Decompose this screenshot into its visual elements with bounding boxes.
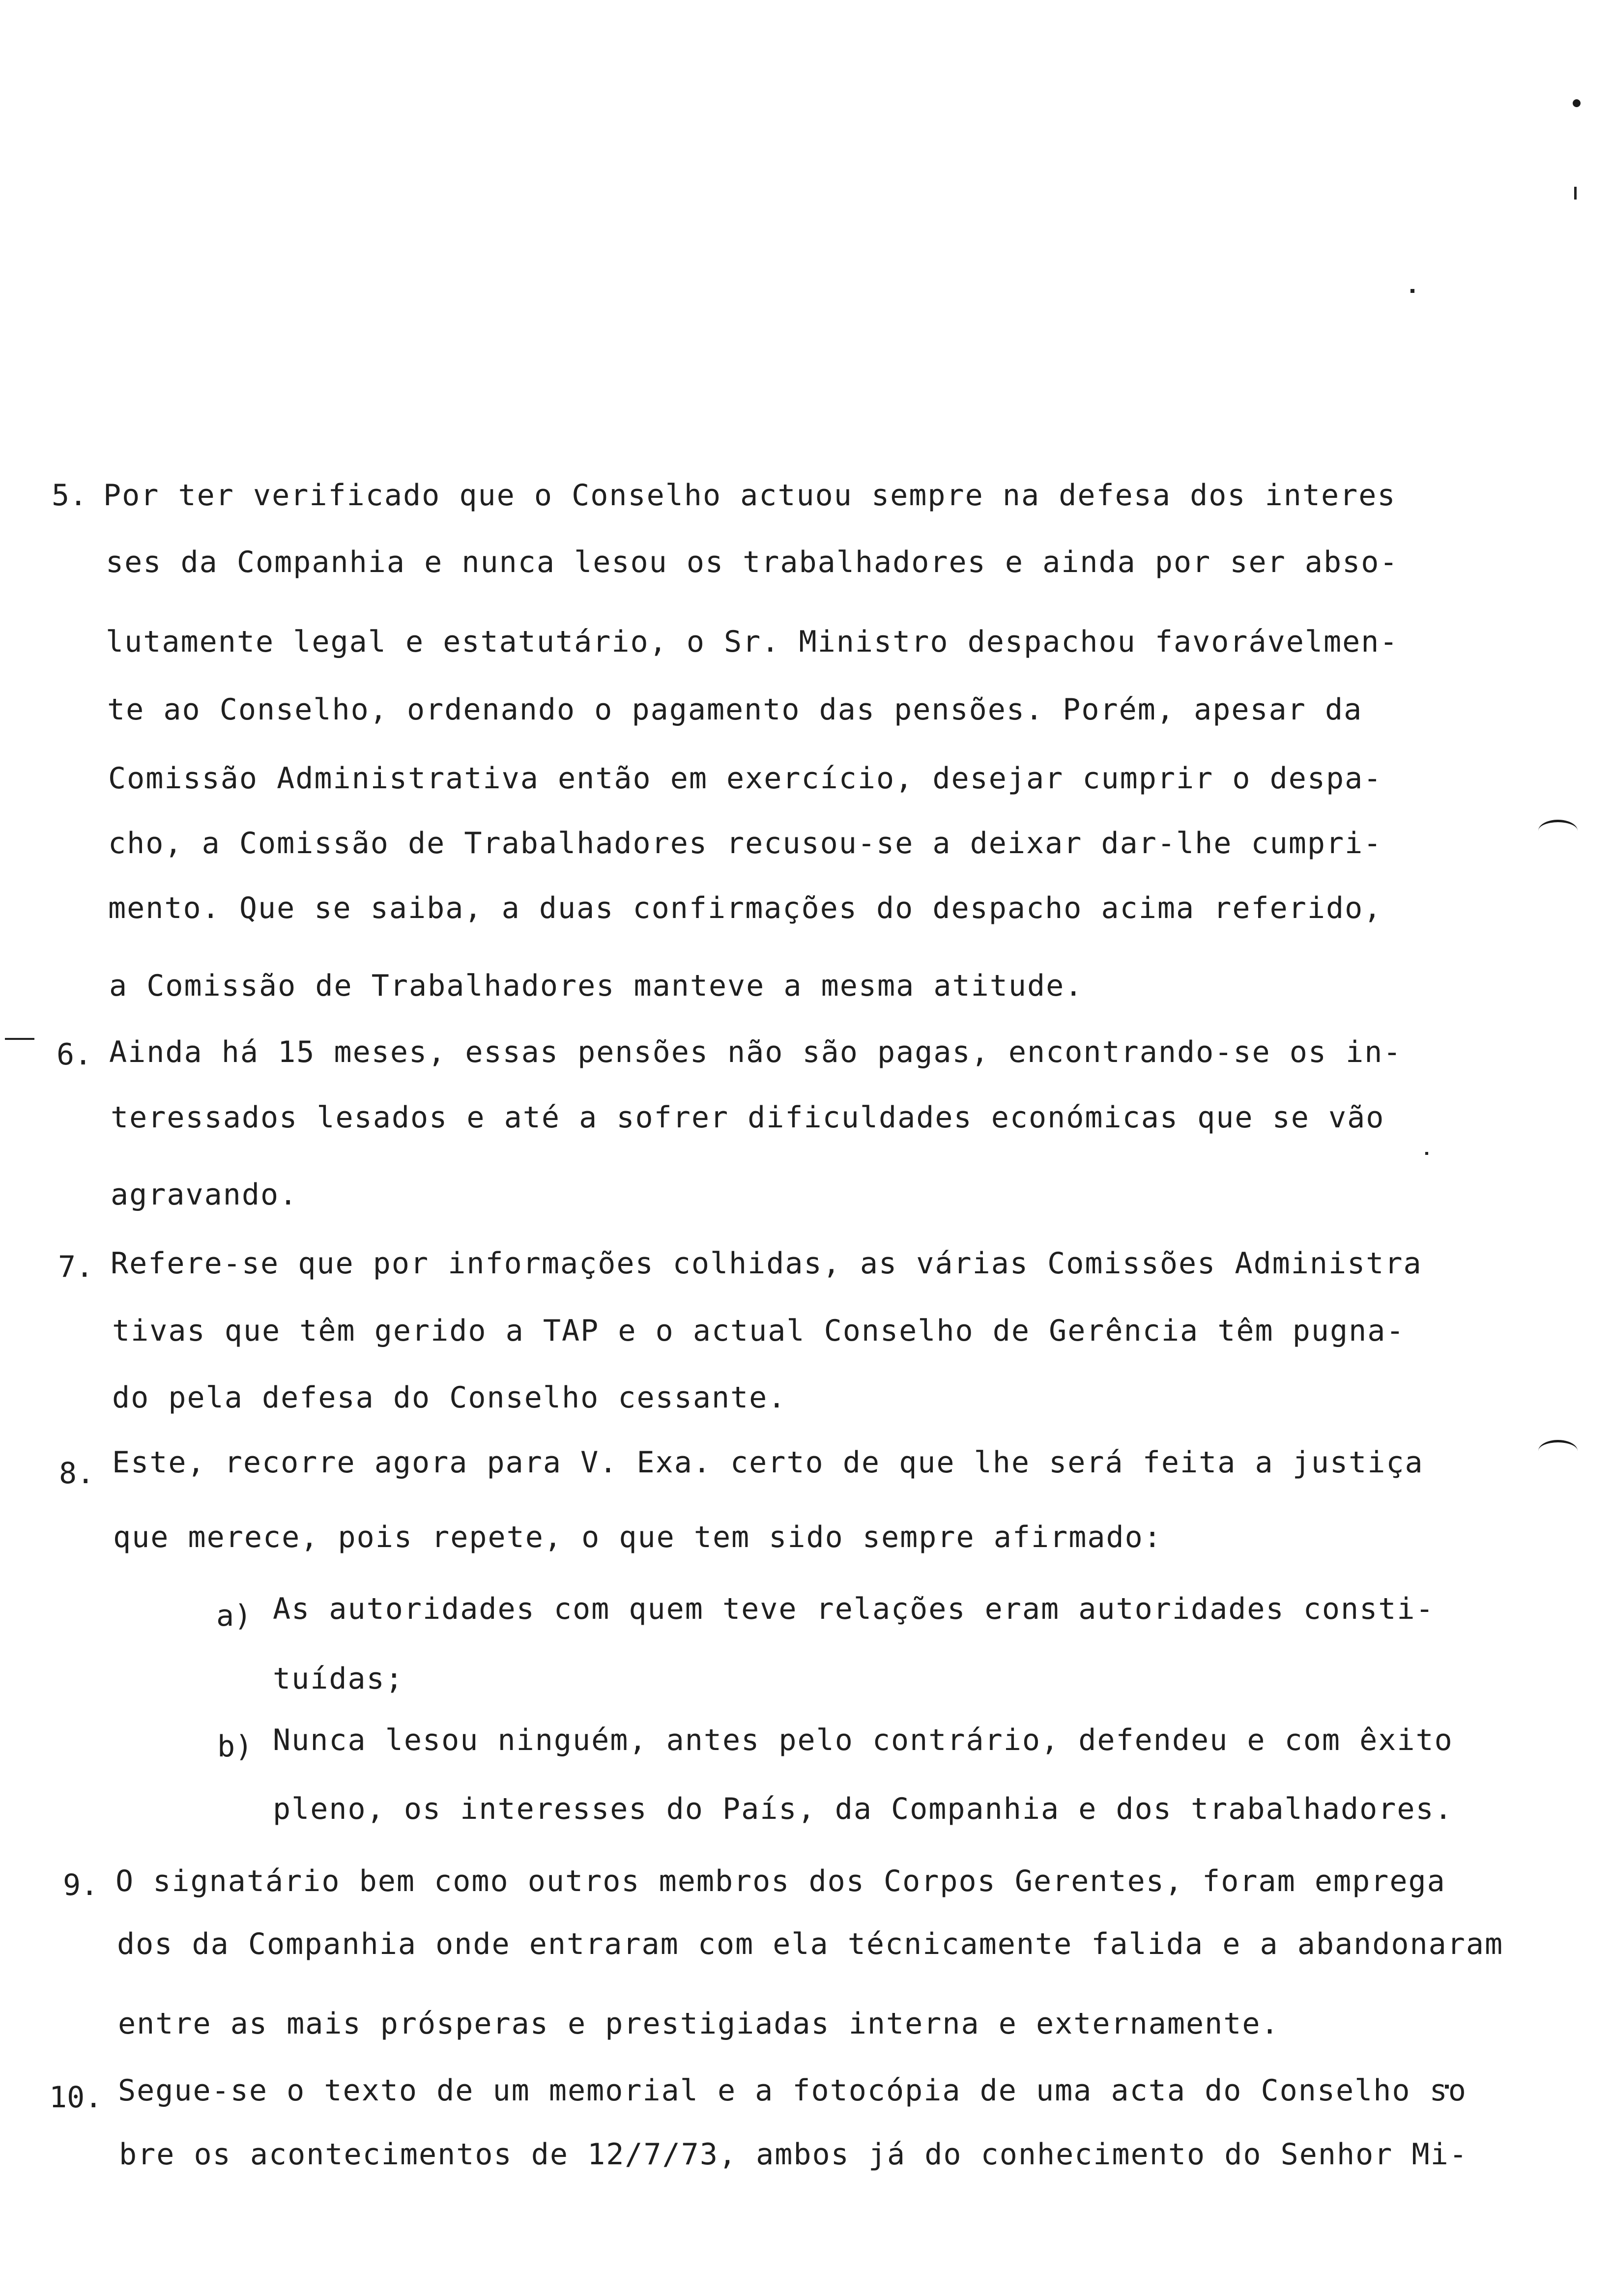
text-line: tivas que têm gerido a TAP e o actual Conselho de Gerência têm pugna- bbox=[112, 1314, 1405, 1348]
text-line: tuídas; bbox=[273, 1662, 404, 1696]
text-line: Por ter verificado que o Conselho actuou sempre na defesa dos interes bbox=[103, 478, 1396, 513]
text-line: do pela defesa do Conselho cessante. bbox=[112, 1380, 787, 1415]
text-line: te ao Conselho, ordenando o pagamento das pensões. Porém, apesar da bbox=[107, 692, 1363, 727]
text-line: dos da Companhia onde entraram com ela técnicamente falida e a abandonaram bbox=[117, 1927, 1504, 1961]
text-line: ses da Companhia e nunca lesou os trabalhadores e ainda por ser abso- bbox=[106, 545, 1399, 579]
text-line: Refere-se que por informações colhidas, as várias Comissões Administra bbox=[111, 1246, 1422, 1281]
scan-margin-mark bbox=[1538, 820, 1578, 842]
subitem-label: a) bbox=[216, 1599, 252, 1633]
text-line: agravando. bbox=[111, 1177, 298, 1212]
text-line: pleno, os interesses do País, da Companhia e dos trabalhadores. bbox=[273, 1792, 1453, 1826]
item-number: 8. bbox=[59, 1456, 95, 1491]
item-number: 9. bbox=[63, 1868, 99, 1902]
text-line: entre as mais prósperas e prestigiadas interna e externamente. bbox=[118, 2007, 1280, 2041]
text-line: Nunca lesou ninguém, antes pelo contrário, defendeu e com êxito bbox=[273, 1723, 1453, 1757]
scan-speck bbox=[1574, 187, 1577, 200]
item-number: 6. bbox=[57, 1037, 92, 1072]
scan-speck bbox=[1573, 99, 1581, 107]
subitem-label: b) bbox=[217, 1729, 253, 1764]
text-line: que merece, pois repete, o que tem sido sempre afirmado: bbox=[113, 1520, 1162, 1554]
text-line: As autoridades com quem teve relações eram autoridades consti- bbox=[273, 1592, 1435, 1626]
text-line: lutamente legal e estatutário, o Sr. Ministro despachou favorávelmen- bbox=[106, 625, 1399, 659]
text-line: cho, a Comissão de Trabalhadores recusou-se a deixar dar-lhe cumpri- bbox=[108, 826, 1382, 861]
item-number: 7. bbox=[58, 1250, 94, 1284]
text-line: Comissão Administrativa então em exercício, desejar cumprir o despa- bbox=[108, 761, 1382, 796]
item-number: 10. bbox=[49, 2080, 103, 2115]
item-number: 5. bbox=[52, 478, 87, 513]
text-line: Este, recorre agora para V. Exa. certo de que lhe será feita a justiça bbox=[112, 1445, 1424, 1480]
scan-speck bbox=[5, 1038, 34, 1040]
text-line: Segue-se o texto de um memorial e a fotocópia de uma acta do Conselho so bbox=[118, 2073, 1467, 2108]
scan-speck bbox=[1425, 1152, 1428, 1155]
scan-speck bbox=[1410, 289, 1414, 293]
text-line: teressados lesados e até a sofrer dificuldades económicas que se vão bbox=[111, 1100, 1385, 1135]
text-line: O signatário bem como outros membros dos Corpos Gerentes, foram emprega bbox=[115, 1864, 1446, 1898]
text-line: a Comissão de Trabalhadores manteve a mesma atitude. bbox=[109, 969, 1084, 1003]
scan-margin-mark bbox=[1538, 1440, 1578, 1462]
text-line: bre os acontecimentos de 12/7/73, ambos já do conhecimento do Senhor Mi- bbox=[119, 2137, 1468, 2172]
text-line: Ainda há 15 meses, essas pensões não são pagas, encontrando-se os in- bbox=[109, 1035, 1402, 1069]
text-line: mento. Que se saiba, a duas confirmações do despacho acima referido, bbox=[108, 891, 1382, 925]
